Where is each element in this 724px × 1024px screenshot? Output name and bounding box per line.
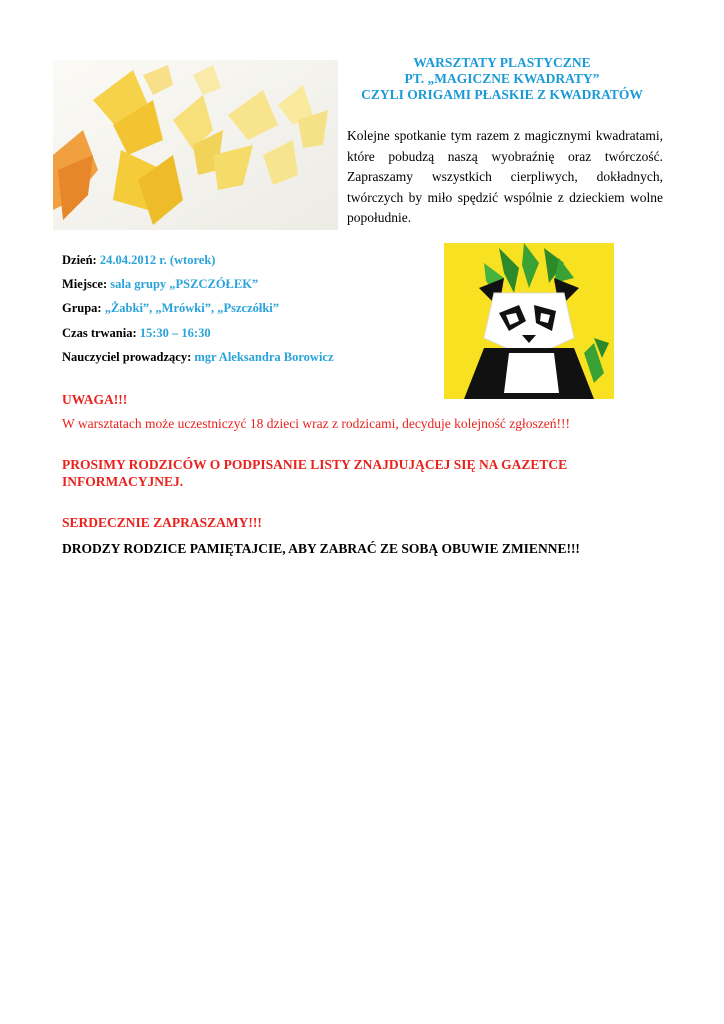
place-label: Miejsce: <box>62 277 108 292</box>
invite-text: SERDECZNIE ZAPRASZAMY!!! <box>62 515 262 530</box>
group-value: „Żabki”, „Mrówki”, „Pszczółki” <box>104 301 280 316</box>
document-title <box>340 55 664 103</box>
title-line-1: WARSZTATY PLASTYCZNE <box>413 55 591 70</box>
notice-text: W warsztatach może uczestniczyć 18 dzieci wraz z rodzicami, decyduje kolejność zgłoszeń!!! <box>62 416 571 431</box>
time-label: Czas trwania: <box>62 325 137 340</box>
time-value: 15:30 – 16:30 <box>139 325 211 340</box>
origami-butterflies-image <box>53 60 338 230</box>
reminder-text: DRODZY RODZICE PAMIĘTAJCIE, ABY ZABRAĆ ZE SOBĄ OBUWIE ZMIENNE!!! <box>62 541 580 556</box>
detail-place <box>62 272 422 296</box>
intro-paragraph: Kolejne spotkanie tym razem z magicznymi kwadratami, które pobudzą naszą wyobraźnię oraz twórczość. Zapraszamy wszystkich cierpliwych, dokładnych, twórczych by miło spędzić wspólnie z dzieckiem wolne popołudnie. <box>347 128 663 225</box>
detail-teacher <box>62 345 422 369</box>
detail-group <box>62 296 422 320</box>
request-text: PROSIMY RODZICÓW O PODPISANIE LISTY ZNAJDUJĄCEJ SIĘ NA GAZETCE INFORMACYJNEJ. <box>62 457 568 489</box>
date-value: 24.04.2012 r. (wtorek) <box>99 253 216 267</box>
title-line-3: CZYLI ORIGAMI PŁASKIE Z KWADRATÓW <box>361 87 643 102</box>
detail-date <box>62 248 422 272</box>
origami-panda-image <box>444 243 614 399</box>
detail-time <box>62 321 422 345</box>
notice-title: UWAGA!!! <box>62 392 128 407</box>
teacher-label: Nauczyciel prowadzący: <box>62 349 192 364</box>
teacher-value: mgr Aleksandra Borowicz <box>194 349 334 364</box>
place-value: sala grupy „PSZCZÓŁEK” <box>110 277 259 292</box>
group-label: Grupa: <box>62 301 102 316</box>
event-details <box>62 248 422 369</box>
date-label: Dzień: <box>62 253 97 267</box>
title-line-2: PT. „MAGICZNE KWADRATY” <box>404 71 600 86</box>
